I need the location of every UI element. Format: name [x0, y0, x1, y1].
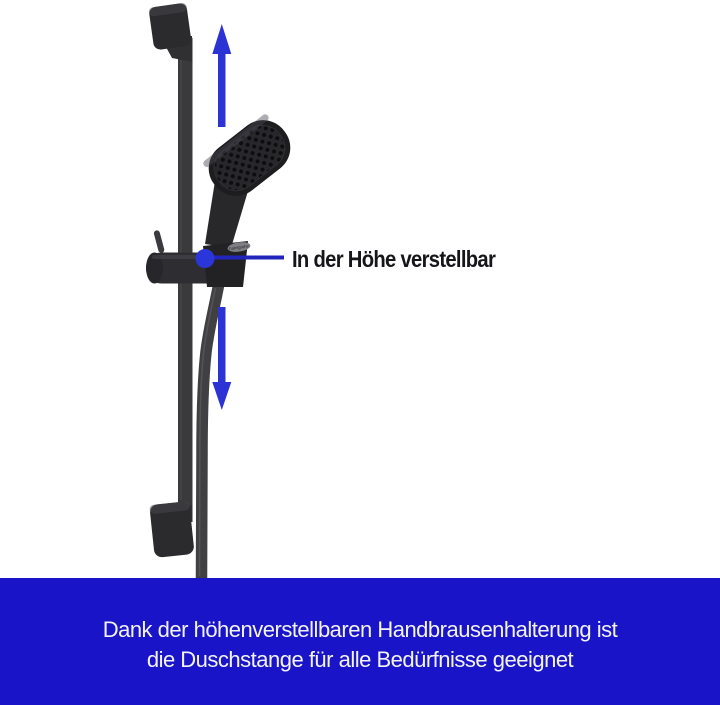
- shower-hose: [200, 283, 220, 578]
- arrow-up-icon: [212, 24, 231, 127]
- callout-label: In der Höhe verstellbar: [292, 246, 496, 272]
- banner-line-2: die Duschstange für alle Bedürfnisse geeignet: [146, 646, 574, 672]
- banner-line-1: Dank der höhenverstellbaren Handbrausenhalterung ist: [102, 616, 618, 642]
- callout-dot: [196, 249, 215, 268]
- wall-mount-bottom: [149, 501, 194, 558]
- info-banner: [0, 578, 720, 705]
- hand-shower-handle: [203, 181, 248, 287]
- holder-lock-pin: [153, 230, 165, 254]
- wall-mount-top: [148, 3, 192, 51]
- brand-label-text: hansgrohe: [228, 243, 250, 252]
